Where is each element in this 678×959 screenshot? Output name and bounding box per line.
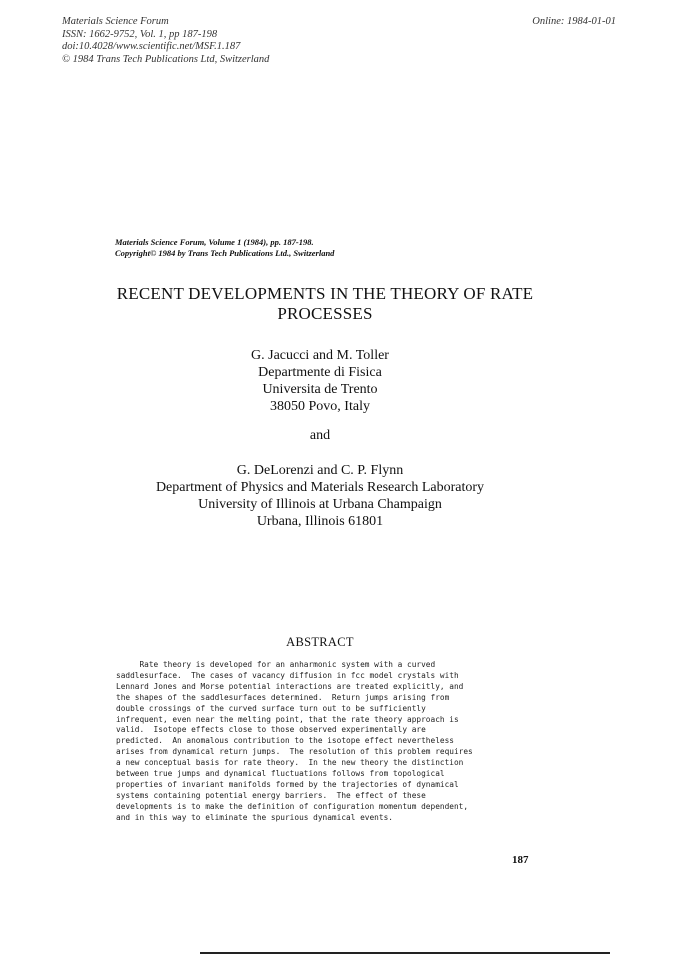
title-line-2: PROCESSES bbox=[277, 304, 373, 323]
abstract-line: valid. Isotope effects close to those observed experimentally are bbox=[116, 725, 426, 735]
online-date: Online: 1984-01-01 bbox=[532, 16, 616, 27]
title-line-1: RECENT DEVELOPMENTS IN THE THEORY OF RATE bbox=[116, 284, 534, 303]
abstract-line: a new conceptual basis for rate theory. In the new theory the distinction bbox=[116, 758, 464, 768]
abstract-body bbox=[116, 660, 473, 824]
author-block-trento bbox=[170, 347, 470, 415]
abstract-line: and in this way to eliminate the spurious dynamical events. bbox=[116, 812, 393, 822]
abstract-line: double crossings of the curved surface turn out to be sufficiently bbox=[116, 703, 426, 713]
abstract-line: saddlesurface. The cases of vacancy diffusion in fcc model crystals with bbox=[116, 670, 459, 680]
citation-copyright: Copyright© 1984 by Trans Tech Publications Ltd., Switzerland bbox=[115, 248, 335, 258]
issn-line: ISSN: 1662-9752, Vol. 1, pp 187-198 bbox=[62, 28, 218, 40]
affiliation-address: Urbana, Illinois 61801 bbox=[256, 514, 384, 529]
abstract-line: the shapes of the saddlesurfaces determined. Return jumps arising from bbox=[116, 692, 450, 702]
abstract-line: arises from dynamical return jumps. The resolution of this problem requires bbox=[116, 747, 473, 757]
abstract-line: predicted. An anomalous contribution to the isotope effect nevertheless bbox=[116, 736, 454, 746]
affiliation-university: Universita de Trento bbox=[262, 382, 378, 397]
affiliation-department: Department of Physics and Materials Research Laboratory bbox=[155, 480, 485, 495]
author-block-illinois bbox=[100, 462, 540, 530]
abstract-line: infrequent, even near the melting point, that the rate theory approach is bbox=[116, 714, 459, 724]
affiliation-address: 38050 Povo, Italy bbox=[270, 399, 370, 414]
abstract-line: systems containing potential energy barriers. The effect of these bbox=[116, 790, 426, 800]
publication-metadata bbox=[62, 16, 269, 66]
affiliation-department: Departmente di Fisica bbox=[258, 365, 382, 380]
journal-name: Materials Science Forum bbox=[62, 16, 169, 27]
author-names: G. Jacucci and M. Toller bbox=[251, 348, 389, 363]
abstract-line: Lennard Jones and Morse potential interactions are treated explicitly, and bbox=[116, 681, 464, 691]
bottom-divider bbox=[200, 952, 610, 954]
page-number: 187 bbox=[512, 854, 529, 866]
abstract-heading: ABSTRACT bbox=[286, 635, 354, 649]
abstract-line: properties of invariant manifolds formed by the trajectories of dynamical bbox=[116, 779, 459, 789]
journal-citation bbox=[115, 237, 334, 259]
abstract-line: Rate theory is developed for an anharmonic system with a curved bbox=[116, 660, 436, 669]
paper-title bbox=[100, 284, 550, 324]
doi-line: doi:10.4028/www.scientific.net/MSF.1.187 bbox=[62, 41, 241, 52]
author-conjunction: and bbox=[309, 428, 331, 443]
abstract-line: between true jumps and dynamical fluctuations follows from topological bbox=[116, 769, 445, 779]
citation-volume: Materials Science Forum, Volume 1 (1984), pp. 187-198. bbox=[115, 237, 314, 247]
author-names: G. DeLorenzi and C. P. Flynn bbox=[236, 463, 404, 478]
abstract-line: developments is to make the definition of configuration momentum dependent, bbox=[116, 801, 469, 811]
copyright-line: © 1984 Trans Tech Publications Ltd, Switzerland bbox=[62, 53, 270, 65]
affiliation-university: University of Illinois at Urbana Champaign bbox=[198, 497, 442, 512]
